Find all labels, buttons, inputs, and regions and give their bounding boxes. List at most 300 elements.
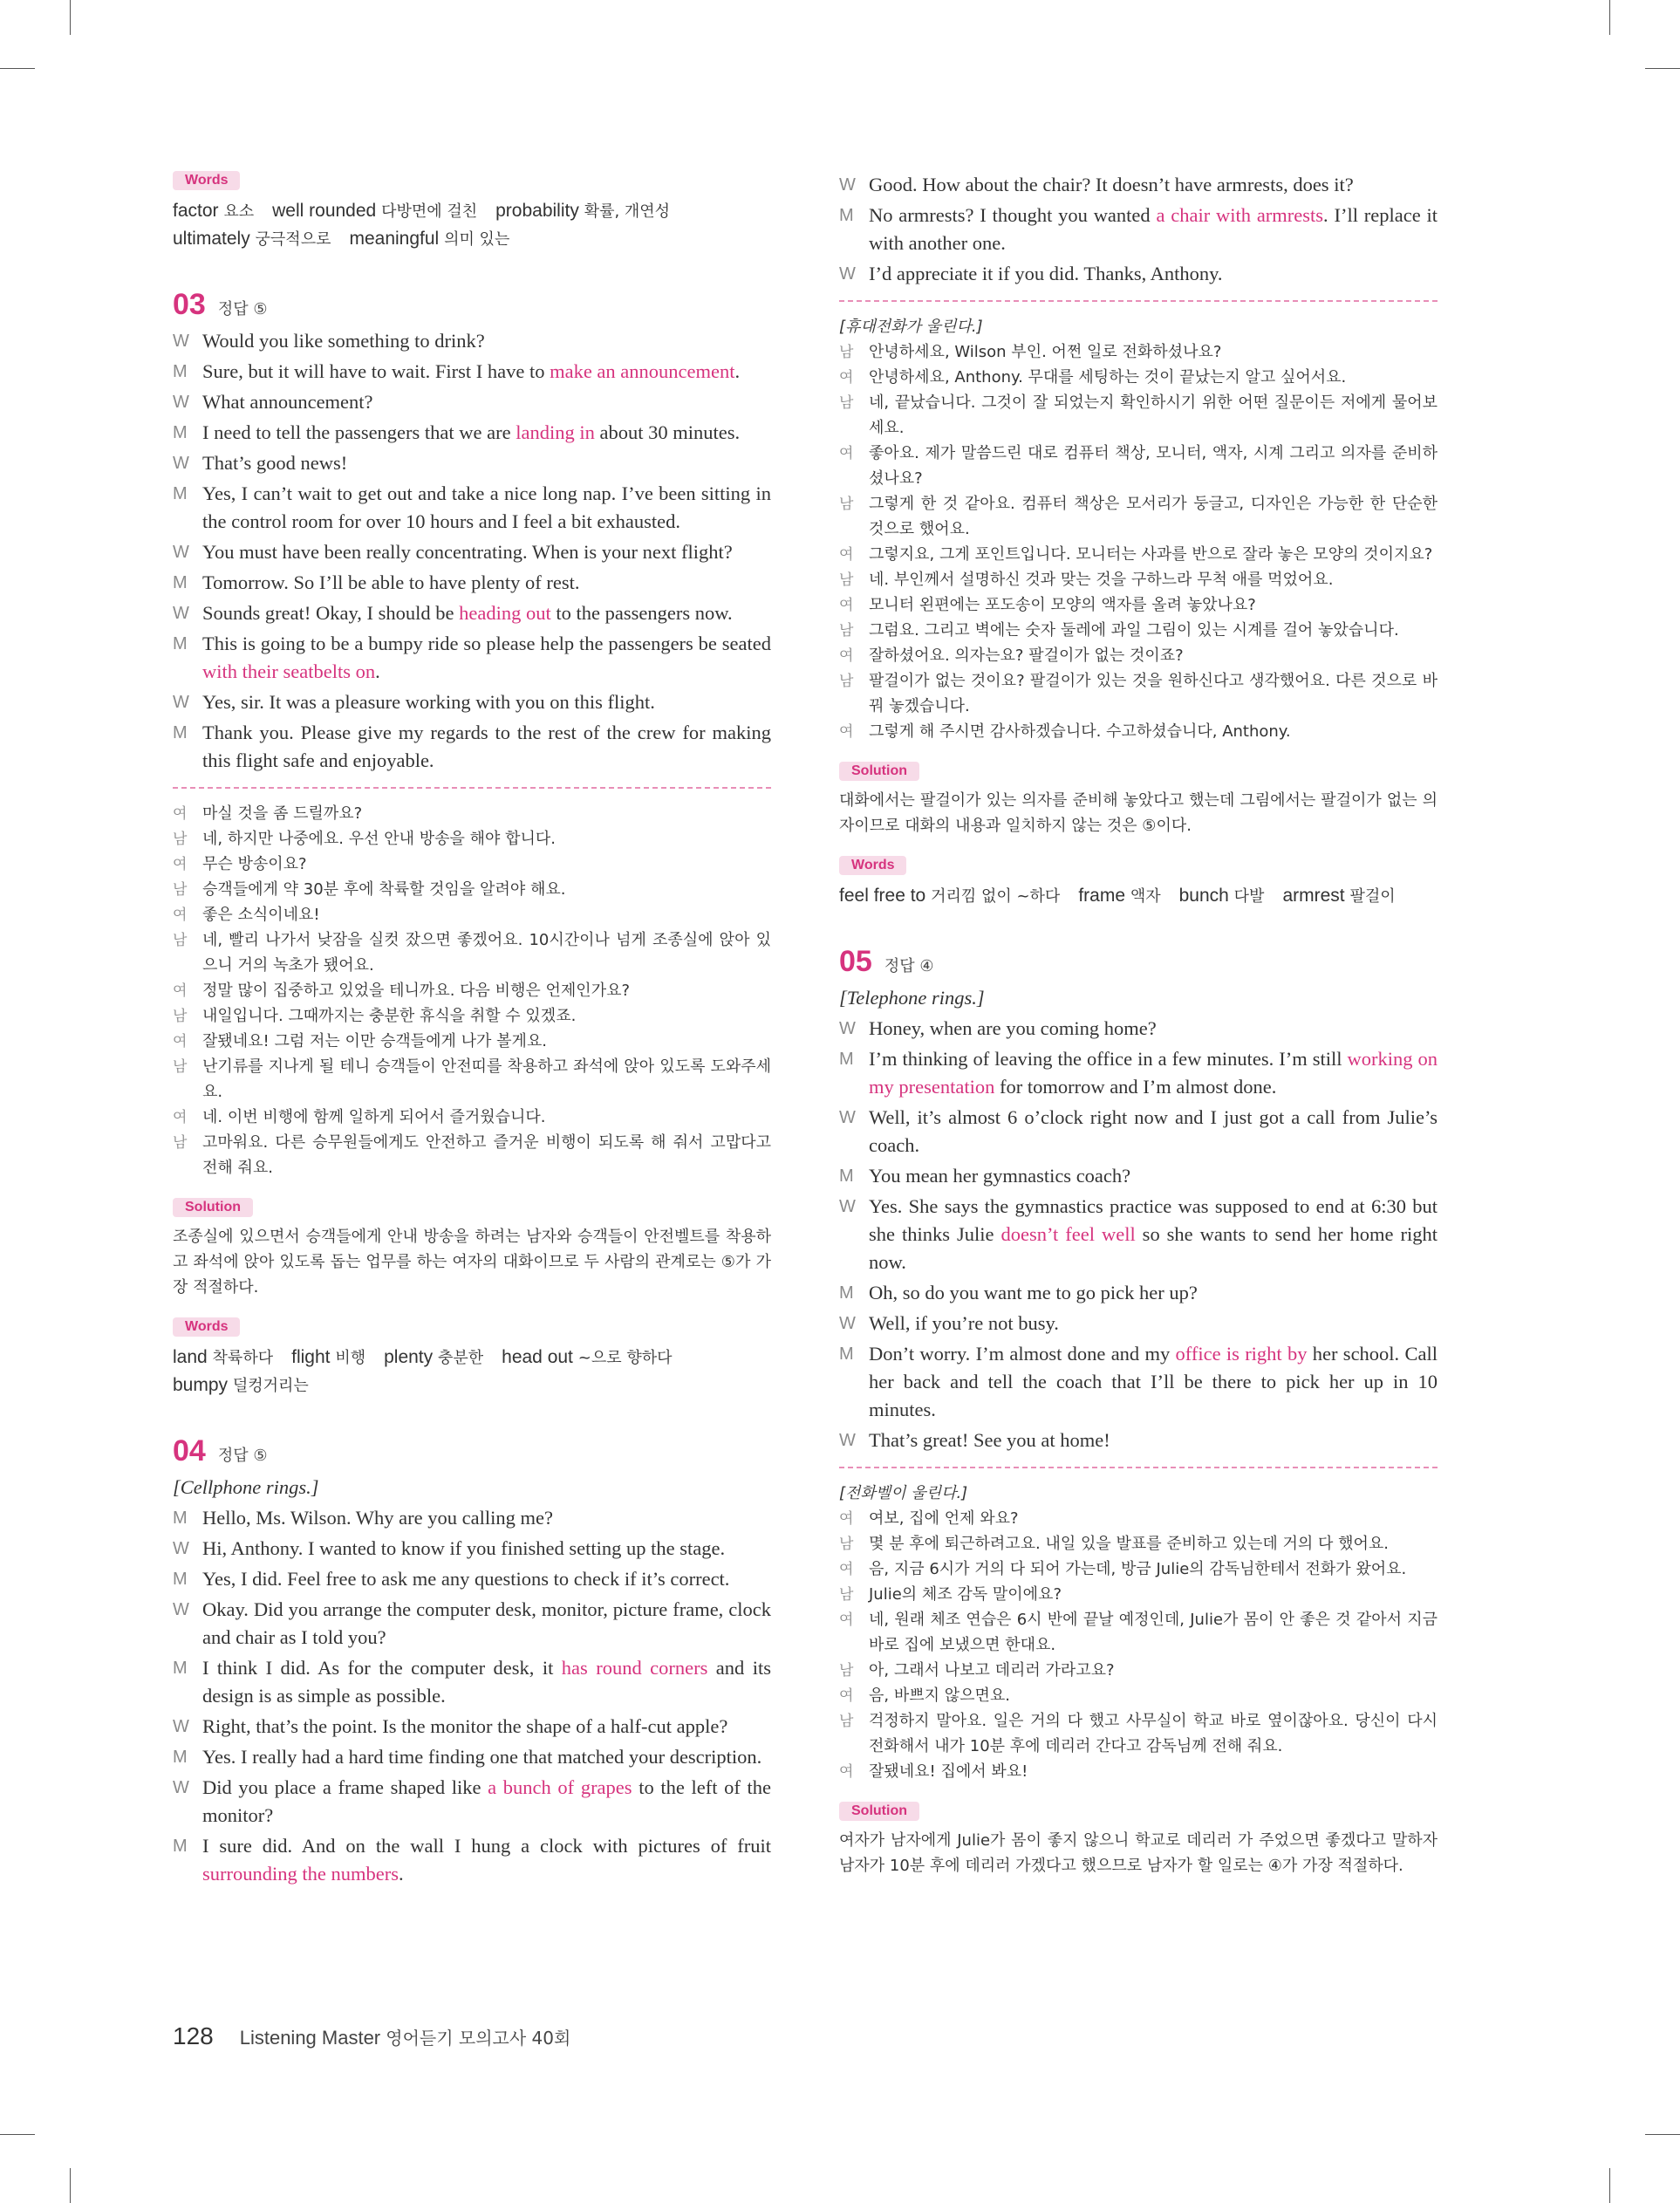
- vocabulary-list: [839, 882, 1438, 910]
- crop-mark: [0, 2134, 35, 2135]
- dialogue-line: [839, 1193, 1438, 1276]
- vocab-word: land: [173, 1347, 213, 1367]
- speaker-label: M: [839, 1166, 854, 1186]
- dialogue-line: [173, 719, 771, 775]
- dialogue-line: [173, 419, 771, 447]
- translation-line: [173, 1054, 771, 1105]
- text-run: Well, if you’re not busy.: [869, 1312, 1059, 1334]
- dialogue-line: [173, 599, 771, 627]
- translation-text: 잘하셨어요. 의자는요? 팔걸이가 없는 것이죠?: [869, 647, 1184, 665]
- translation-line: [173, 801, 771, 826]
- speaker-label: 여: [173, 1109, 188, 1125]
- page-footer: [173, 2022, 570, 2050]
- translation-text: 안녕하세요, Anthony. 무대를 세팅하는 것이 끝났는지 알고 싶어서요.: [869, 368, 1347, 387]
- highlighted-phrase: heading out: [459, 602, 551, 624]
- dialogue-line: [173, 1596, 771, 1652]
- dialogue-line: [173, 569, 771, 597]
- dialogue-line: [839, 1104, 1438, 1160]
- stage-direction: [Cellphone rings.]: [173, 1476, 319, 1498]
- text-run: .: [398, 1863, 404, 1885]
- translation-text: Julie의 체조 감독 말이에요?: [869, 1585, 1062, 1604]
- translation-text: 승객들에게 약 30분 후에 착륙할 것임을 알려야 해요.: [202, 880, 566, 899]
- translation-line: [839, 668, 1438, 719]
- words-tag: Words: [173, 1317, 240, 1337]
- translation-text: 그렇게 한 것 같아요. 컴퓨터 책상은 모서리가 둥글고, 디자인은 가능한 한 단순한 것으로 했어요.: [869, 495, 1438, 538]
- translation-text: 고마워요. 다른 승무원들에게도 안전하고 즐거운 비행이 되도록 해 줘서 고맙다고 전해 줘요.: [202, 1133, 771, 1177]
- translation-line: [839, 1658, 1438, 1683]
- speaker-label: M: [173, 1748, 188, 1767]
- dialogue-line: [173, 1713, 771, 1741]
- speaker-label: 여: [839, 1510, 854, 1527]
- speaker-label: 남: [839, 622, 854, 639]
- highlighted-phrase: working on my presentation: [869, 1048, 1438, 1098]
- crop-mark: [0, 68, 35, 69]
- text-run: Don’t worry. I’m almost done and my: [869, 1343, 1176, 1365]
- speaker-label: W: [173, 543, 189, 562]
- vocab-meaning: 다방면에 걸친: [381, 202, 478, 221]
- dialogue-text: [202, 599, 771, 627]
- vocabulary-list: [173, 197, 771, 253]
- page-number: 128: [173, 2022, 214, 2049]
- dialogue-line: [173, 1504, 771, 1532]
- translation-line: [839, 491, 1438, 542]
- speaker-label: 남: [173, 831, 188, 847]
- speaker-label: 여: [839, 445, 854, 462]
- english-dialogue: [173, 1504, 771, 1888]
- speaker-label: M: [173, 484, 188, 503]
- translation-text: 걱정하지 말아요. 일은 거의 다 했고 사무실이 학교 바로 옆이잖아요. 당신이 다시 전화해서 내가 10분 후에 데리러 간다고 감독님께 전해 줘요.: [869, 1712, 1438, 1755]
- speaker-label: M: [173, 1509, 188, 1528]
- english-dialogue: [839, 1015, 1438, 1454]
- speaker-label: M: [173, 362, 188, 381]
- dashed-divider: [173, 787, 771, 789]
- vocab-word: bunch: [1178, 886, 1234, 906]
- dialogue-line: [839, 1162, 1438, 1190]
- speaker-label: 여: [839, 1561, 854, 1577]
- translation-text: 여보, 집에 언제 와요?: [869, 1509, 1019, 1528]
- book-title: Listening Master 영어듣기 모의고사 40회: [239, 2027, 571, 2049]
- dialogue-line: [173, 1832, 771, 1888]
- dialogue-text: [202, 719, 771, 775]
- translation-line: [173, 852, 771, 877]
- translation-line: [173, 927, 771, 978]
- dialogue-line: [173, 480, 771, 536]
- text-run: What announcement?: [202, 391, 373, 413]
- text-run: Oh, so do you want me to go pick her up?: [869, 1282, 1198, 1303]
- vocab-meaning: 확률, 개연성: [584, 202, 671, 221]
- vocab-word: head out: [502, 1347, 578, 1367]
- translation-line: [173, 877, 771, 902]
- solution-tag: Solution: [839, 1802, 919, 1821]
- dialogue-text: [202, 688, 771, 716]
- korean-translation: [839, 1506, 1438, 1784]
- speaker-label: M: [839, 206, 854, 225]
- question-header: [173, 288, 771, 322]
- dialogue-line: [839, 171, 1438, 199]
- dialogue-line: [173, 630, 771, 686]
- dialogue-text: [869, 1015, 1438, 1043]
- dialogue-text: [869, 202, 1438, 257]
- solution-text: 대화에서는 팔걸이가 있는 의자를 준비해 놓았다고 했는데 그림에서는 팔걸이가 없는 의자이므로 대화의 내용과 일치하지 않는 것은 ⑤이다.: [839, 791, 1438, 835]
- dialogue-line: [839, 202, 1438, 257]
- text-run: and its design is as simple as possible.: [202, 1657, 771, 1707]
- crop-mark: [70, 0, 71, 35]
- solution-text: 여자가 남자에게 Julie가 몸이 좋지 않으니 학교로 데리러 가 주었으면 좋겠다고 말하자 남자가 10분 후에 데리러 가겠다고 했으므로 남자가 할 일로는 ④가 가장 적절하다.: [839, 1831, 1438, 1875]
- text-run: You must have been really concentrating. When is your next flight?: [202, 541, 733, 563]
- speaker-label: M: [173, 1837, 188, 1856]
- text-run: Would you like something to drink?: [202, 330, 485, 352]
- text-run: Yes, sir. It was a pleasure working with you on this flight.: [202, 691, 655, 713]
- translation-line: [839, 618, 1438, 643]
- translation-line: [839, 1708, 1438, 1759]
- translation-line: [839, 365, 1438, 390]
- text-run: Yes. I really had a hard time finding one that matched your description.: [202, 1746, 762, 1768]
- dialogue-text: [869, 1104, 1438, 1160]
- speaker-label: M: [839, 1283, 854, 1303]
- vocab-word: armrest: [1282, 886, 1350, 906]
- dialogue-line: [173, 538, 771, 566]
- vocab-word: bumpy: [173, 1375, 233, 1395]
- translation-line: [839, 567, 1438, 592]
- vocab-meaning: 요소: [223, 202, 255, 221]
- solution-text: 조종실에 있으면서 승객들에게 안내 방송을 하려는 남자와 승객들이 안전벨트를 착용하고 좌석에 앉아 있도록 돕는 업무를 하는 여자의 대화이므로 두 사람의 관계로는 ⑤가 가장 적절하다.: [173, 1228, 771, 1296]
- translation-line: [839, 1683, 1438, 1708]
- text-run: No armrests? I thought you wanted: [869, 204, 1157, 226]
- translation-line: [839, 1506, 1438, 1531]
- words-tag: Words: [839, 856, 906, 875]
- highlighted-phrase: landing in: [516, 421, 595, 443]
- text-run: Hello, Ms. Wilson. Why are you calling me?: [202, 1507, 553, 1529]
- translation-line: [839, 1582, 1438, 1607]
- text-run: for tomorrow and I’m almost done.: [994, 1076, 1277, 1098]
- translation-line: [839, 542, 1438, 567]
- speaker-label: W: [173, 1539, 189, 1558]
- text-run: about 30 minutes.: [594, 421, 741, 443]
- dialogue-text: [202, 327, 771, 355]
- solution-tag: Solution: [173, 1198, 253, 1217]
- right-column: [839, 171, 1438, 1878]
- text-run: This is going to be a bumpy ride so please help the passengers be seated: [202, 633, 771, 654]
- dialogue-text: [202, 1774, 771, 1830]
- speaker-label: 여: [173, 805, 188, 822]
- dialogue-text: [202, 1596, 771, 1652]
- speaker-label: 여: [839, 369, 854, 386]
- speaker-label: 남: [173, 1058, 188, 1075]
- dashed-divider: [839, 300, 1438, 302]
- text-run: Yes. She says the gymnastics practice was supposed to end at 6:30 but she thinks Julie: [869, 1195, 1438, 1245]
- translation-text: 네. 부인께서 설명하신 것과 맞는 것을 구하느라 무척 애를 먹었어요.: [869, 571, 1334, 589]
- speaker-label: 여: [173, 856, 188, 872]
- speaker-label: M: [173, 1659, 188, 1678]
- text-run: so she wants to send her home right now.: [869, 1223, 1438, 1273]
- translation-text: 안녕하세요, Wilson 부인. 어쩐 일로 전화하셨나요?: [869, 343, 1222, 361]
- speaker-label: M: [173, 423, 188, 442]
- speaker-label: W: [173, 1717, 189, 1736]
- speaker-label: W: [839, 1019, 856, 1038]
- vocab-meaning: 다발: [1233, 887, 1265, 906]
- text-run: .: [734, 360, 741, 382]
- dialogue-text: [202, 480, 771, 536]
- translation-line: [839, 643, 1438, 668]
- dialogue-line: [839, 1045, 1438, 1101]
- translation-line: [839, 1607, 1438, 1658]
- highlighted-phrase: has round corners: [561, 1657, 708, 1679]
- speaker-label: 남: [839, 496, 854, 512]
- vocab-meaning: 궁극적으로: [255, 230, 331, 249]
- translation-text: 내일입니다. 그때까지는 충분한 휴식을 취할 수 있겠죠.: [202, 1007, 577, 1025]
- speaker-label: W: [173, 332, 189, 351]
- translation-text: 네, 빨리 나가서 낮잠을 실컷 잤으면 좋겠어요. 10시간이나 넘게 조종실에 앉아 있으니 거의 녹초가 됐어요.: [202, 931, 771, 975]
- vocab-word: plenty: [384, 1347, 438, 1367]
- speaker-label: 남: [173, 881, 188, 898]
- translation-text: 잘됐네요! 그럼 저는 이만 승객들에게 나가 볼게요.: [202, 1032, 548, 1050]
- translation-line: [173, 1029, 771, 1054]
- speaker-label: W: [839, 264, 856, 284]
- speaker-label: 여: [839, 1687, 854, 1704]
- crop-mark: [1645, 2134, 1680, 2135]
- translation-text: 몇 분 후에 퇴근하려고요. 내일 있을 발표를 준비하고 있는데 거의 다 했어요.: [869, 1535, 1390, 1553]
- speaker-label: 여: [839, 1611, 854, 1628]
- dialogue-text: [869, 1193, 1438, 1276]
- dialogue-text: [202, 630, 771, 686]
- translation-text: 모니터 왼편에는 포도송이 모양의 액자를 올려 놓았나요?: [869, 596, 1256, 614]
- speaker-label: W: [839, 1314, 856, 1333]
- translation-text: 그렇지요, 그게 포인트입니다. 모니터는 사과를 반으로 잘라 놓은 모양의 것이지요?: [869, 545, 1433, 564]
- vocab-word: feel free to: [839, 886, 932, 906]
- vocab-meaning: 충분한: [437, 1349, 484, 1367]
- vocab-word: frame: [1078, 886, 1130, 906]
- text-run: .: [375, 660, 380, 682]
- vocab-word: well rounded: [272, 201, 382, 221]
- translation-line: [839, 390, 1438, 441]
- dialogue-line: [839, 1279, 1438, 1307]
- speaker-label: W: [173, 1778, 189, 1797]
- dialogue-text: [869, 1426, 1438, 1454]
- speaker-label: 남: [839, 1536, 854, 1552]
- dialogue-text: [202, 1565, 771, 1593]
- speaker-label: 남: [839, 1713, 854, 1729]
- translation-text: 잘됐네요! 집에서 봐요!: [869, 1762, 1028, 1781]
- translation-line: [173, 978, 771, 1003]
- speaker-label: 여: [839, 597, 854, 613]
- speaker-label: 남: [173, 1008, 188, 1024]
- speaker-label: W: [173, 454, 189, 473]
- translation-text: 음, 바쁘지 않으면요.: [869, 1686, 1010, 1705]
- text-run: I think I did. As for the computer desk, it: [202, 1657, 562, 1679]
- dialogue-line: [173, 1743, 771, 1771]
- english-dialogue: [839, 171, 1438, 288]
- text-run: Tomorrow. So I’ll be able to have plenty of rest.: [202, 571, 580, 593]
- question-header: [839, 945, 1438, 979]
- text-run: to the left of the monitor?: [202, 1776, 771, 1826]
- speaker-label: W: [173, 604, 189, 623]
- highlighted-phrase: surrounding the numbers: [202, 1863, 399, 1885]
- question-number: 05: [839, 945, 872, 978]
- text-run: Honey, when are you coming home?: [869, 1017, 1157, 1039]
- dialogue-line: [173, 327, 771, 355]
- stage-direction: [휴대전화가 울린다.]: [839, 318, 983, 336]
- dashed-divider: [839, 1467, 1438, 1468]
- speaker-label: 남: [839, 344, 854, 360]
- stage-direction: [Telephone rings.]: [839, 987, 985, 1009]
- speaker-label: M: [173, 1570, 188, 1589]
- speaker-label: 여: [839, 723, 854, 740]
- dialogue-line: [839, 1426, 1438, 1454]
- korean-translation: [839, 339, 1438, 744]
- solution-tag: Solution: [839, 762, 919, 781]
- text-run: Yes, I did. Feel free to ask me any questions to check if it’s correct.: [202, 1568, 730, 1590]
- text-run: Right, that’s the point. Is the monitor the shape of a half-cut apple?: [202, 1715, 728, 1737]
- dialogue-text: [869, 1045, 1438, 1101]
- vocab-word: flight: [291, 1347, 336, 1367]
- translation-line: [839, 1759, 1438, 1784]
- highlighted-phrase: a chair with armrests: [1156, 204, 1324, 226]
- dialogue-text: [202, 569, 771, 597]
- dialogue-text: [869, 1340, 1438, 1424]
- dialogue-text: [869, 260, 1438, 288]
- vocab-meaning: 팔걸이: [1349, 887, 1396, 906]
- vocab-meaning: 의미 있는: [444, 230, 510, 249]
- speaker-label: W: [839, 175, 856, 195]
- speaker-label: 남: [173, 932, 188, 948]
- translation-line: [839, 441, 1438, 491]
- dialogue-line: [839, 1340, 1438, 1424]
- text-run: Good. How about the chair? It doesn’t have armrests, does it?: [869, 174, 1354, 195]
- speaker-label: M: [839, 1344, 854, 1364]
- highlighted-phrase: make an announcement: [550, 360, 735, 382]
- answer-label: 정답 ⑤: [217, 1447, 268, 1465]
- translation-line: [173, 1130, 771, 1180]
- speaker-label: 여: [839, 546, 854, 563]
- dialogue-text: [202, 358, 771, 386]
- translation-line: [839, 719, 1438, 744]
- vocab-meaning: 거리낌 없이 ~하다: [931, 887, 1061, 906]
- vocab-meaning: 비행: [335, 1349, 366, 1367]
- speaker-label: 여: [839, 647, 854, 664]
- crop-mark: [70, 2168, 71, 2203]
- speaker-label: 여: [173, 907, 188, 923]
- vocab-word: ultimately: [173, 229, 256, 249]
- text-run: I’m thinking of leaving the office in a few minutes. I’m still: [869, 1048, 1348, 1070]
- dialogue-text: [202, 1713, 771, 1741]
- speaker-label: M: [173, 723, 188, 742]
- vocab-word: factor: [173, 201, 224, 221]
- dialogue-line: [173, 358, 771, 386]
- speaker-label: W: [173, 693, 189, 712]
- vocab-meaning: 액자: [1130, 887, 1161, 906]
- translation-text: 무슨 방송이요?: [202, 855, 307, 873]
- translation-text: 마실 것을 좀 드릴까요?: [202, 804, 363, 823]
- speaker-label: 여: [173, 982, 188, 999]
- speaker-label: 여: [839, 1763, 854, 1780]
- speaker-label: M: [173, 634, 188, 653]
- dialogue-line: [839, 1310, 1438, 1338]
- text-run: I’d appreciate it if you did. Thanks, Anthony.: [869, 263, 1223, 284]
- speaker-label: W: [173, 393, 189, 412]
- speaker-label: W: [173, 1600, 189, 1619]
- text-run: That’s good news!: [202, 452, 348, 474]
- korean-translation: [173, 801, 771, 1180]
- dialogue-text: [202, 538, 771, 566]
- dialogue-line: [173, 449, 771, 477]
- text-run: Hi, Anthony. I wanted to know if you finished setting up the stage.: [202, 1537, 726, 1559]
- translation-line: [173, 826, 771, 852]
- translation-text: 좋은 소식이네요!: [202, 906, 320, 924]
- vocab-word: probability: [495, 201, 584, 221]
- dialogue-line: [173, 1654, 771, 1710]
- highlighted-phrase: with their seatbelts on: [202, 660, 376, 682]
- vocabulary-list: [173, 1344, 771, 1399]
- highlighted-phrase: doesn’t feel well: [1000, 1223, 1136, 1245]
- vocab-meaning: 착륙하다: [212, 1349, 274, 1367]
- dialogue-text: [869, 1310, 1438, 1338]
- speaker-label: W: [839, 1431, 856, 1450]
- text-run: Sounds great! Okay, I should be: [202, 602, 460, 624]
- vocab-word: meaningful: [349, 229, 445, 249]
- speaker-label: M: [173, 573, 188, 592]
- speaker-label: 남: [173, 1134, 188, 1151]
- dialogue-text: [869, 171, 1438, 199]
- english-dialogue: [173, 327, 771, 775]
- speaker-label: 남: [839, 571, 854, 588]
- dialogue-line: [839, 260, 1438, 288]
- dialogue-text: [869, 1279, 1438, 1307]
- highlighted-phrase: office is right by: [1175, 1343, 1308, 1365]
- vocab-meaning: 덜컹거리는: [232, 1377, 309, 1395]
- dialogue-text: [202, 1654, 771, 1710]
- text-run: You mean her gymnastics coach?: [869, 1165, 1131, 1187]
- translation-text: 음, 지금 6시가 거의 다 되어 가는데, 방금 Julie의 감독님한테서 전화가 왔어요.: [869, 1560, 1407, 1578]
- speaker-label: 남: [839, 1586, 854, 1603]
- vocab-meaning: ~으로 향하다: [577, 1349, 673, 1367]
- translation-text: 그럼요. 그리고 벽에는 숫자 둘레에 과일 그림이 있는 시계를 걸어 놓았습니다.: [869, 621, 1399, 640]
- dialogue-text: [869, 1162, 1438, 1190]
- stage-direction: [전화벨이 울린다.]: [839, 1484, 968, 1502]
- translation-line: [839, 592, 1438, 618]
- text-run: Okay. Did you arrange the computer desk, monitor, picture frame, clock and chair as I told you?: [202, 1598, 771, 1648]
- text-run: to the passengers now.: [550, 602, 733, 624]
- speaker-label: 남: [839, 673, 854, 689]
- question-number: 03: [173, 288, 206, 321]
- text-run: Well, it’s almost 6 o’clock right now and I just got a call from Julie’s coach.: [869, 1106, 1438, 1156]
- translation-text: 아, 그래서 나보고 데리러 가라고요?: [869, 1661, 1115, 1680]
- translation-line: [173, 902, 771, 927]
- text-run: I need to tell the passengers that we are: [202, 421, 516, 443]
- dialogue-text: [202, 388, 771, 416]
- highlighted-phrase: a bunch of grapes: [488, 1776, 632, 1798]
- translation-text: 네. 이번 비행에 함께 일하게 되어서 즐거웠습니다.: [202, 1108, 546, 1126]
- words-tag: Words: [173, 171, 240, 190]
- translation-text: 네, 원래 체조 연습은 6시 반에 끝날 예정인데, Julie가 몸이 안 좋은 것 같아서 지금 바로 집에 보냈으면 한대요.: [869, 1611, 1438, 1654]
- dialogue-line: [173, 1535, 771, 1563]
- translation-text: 난기류를 지나게 될 테니 승객들이 안전띠를 착용하고 좌석에 앉아 있도록 도와주세요.: [202, 1057, 771, 1101]
- translation-line: [839, 339, 1438, 365]
- text-run: Sure, but it will have to wait. First I have to: [202, 360, 550, 382]
- crop-mark: [1609, 0, 1610, 35]
- left-column: [173, 171, 771, 1891]
- dialogue-text: [202, 419, 771, 447]
- dialogue-text: [202, 1743, 771, 1771]
- text-run: That’s great! See you at home!: [869, 1429, 1110, 1451]
- translation-text: 그렇게 해 주시면 감사하겠습니다. 수고하셨습니다, Anthony.: [869, 722, 1291, 741]
- text-run: her school. Call her back and tell the coach that I’ll be there to pick her up in 10 minutes.: [869, 1343, 1438, 1420]
- speaker-label: 남: [839, 394, 854, 411]
- translation-text: 네, 하지만 나중에요. 우선 안내 방송을 해야 합니다.: [202, 830, 556, 848]
- answer-label: 정답 ⑤: [217, 300, 268, 318]
- speaker-label: 남: [839, 1662, 854, 1679]
- translation-text: 정말 많이 집중하고 있었을 테니까요. 다음 비행은 언제인가요?: [202, 982, 631, 1000]
- question-number: 04: [173, 1434, 206, 1468]
